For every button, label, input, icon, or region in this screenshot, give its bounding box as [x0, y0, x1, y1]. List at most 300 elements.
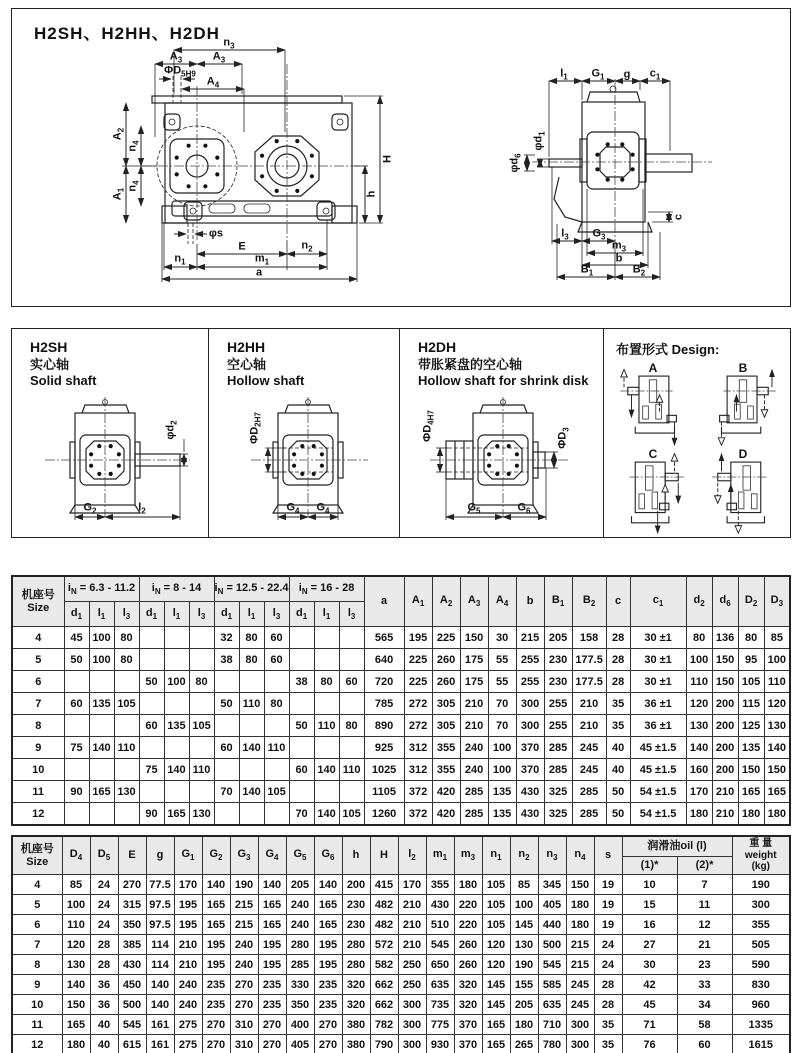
value-cell: 300: [566, 1035, 594, 1053]
value-cell: 200: [712, 759, 738, 781]
value-cell: [89, 715, 114, 737]
value-cell: [189, 627, 214, 649]
value-cell: 40: [90, 1035, 118, 1053]
value-cell: 60: [339, 671, 364, 693]
oil-value-cell: 27: [622, 935, 677, 955]
dim-column-header: $c_1$: [630, 576, 686, 627]
dim-column-header: $A_4$: [488, 576, 516, 627]
value-cell: 140: [62, 975, 90, 995]
value-cell: 97.5: [146, 895, 174, 915]
dim-m1: $m_1$: [254, 252, 270, 267]
value-cell: 55: [488, 671, 516, 693]
value-cell: 890: [364, 715, 404, 737]
value-cell: 140: [89, 737, 114, 759]
table-row: [12, 915, 790, 935]
value-cell: 240: [460, 759, 488, 781]
size-cell: 5: [12, 895, 62, 915]
value-cell: 220: [454, 915, 482, 935]
value-cell: 150: [738, 759, 764, 781]
value-cell: 430: [516, 781, 544, 803]
value-cell: 565: [364, 627, 404, 649]
design-option-b: [704, 363, 782, 449]
value-cell: 90: [139, 803, 164, 826]
value-cell: 105: [339, 803, 364, 826]
variant-code: H2HH: [227, 339, 266, 355]
value-cell: 585: [538, 975, 566, 995]
dim-column-header: h: [342, 836, 370, 875]
value-cell: 130: [686, 715, 712, 737]
value-cell: 100: [89, 627, 114, 649]
dim-b2: $B_2$: [632, 263, 646, 278]
ratio-group-header: $i_N = 12.5 - 22.4$: [214, 576, 289, 602]
value-cell: 230: [544, 671, 572, 693]
weight-cell: 960: [732, 995, 790, 1015]
value-cell: 30: [488, 627, 516, 649]
h2dh-svg: [418, 395, 593, 523]
value-cell: [139, 781, 164, 803]
value-cell: 80: [239, 627, 264, 649]
size-cell: 12: [12, 803, 64, 826]
value-cell: 500: [118, 995, 146, 1015]
value-cell: 215: [230, 895, 258, 915]
value-cell: 110: [314, 715, 339, 737]
value-cell: 135: [738, 737, 764, 759]
value-cell: 105: [482, 895, 510, 915]
oil-value-cell: 60: [677, 1035, 732, 1053]
value-cell: 635: [426, 975, 454, 995]
value-cell: 100: [62, 895, 90, 915]
dim-g4: $G_4$: [286, 501, 300, 516]
size-cell: 7: [12, 693, 64, 715]
size-cell: 6: [12, 671, 64, 693]
value-cell: 300: [566, 1015, 594, 1035]
value-cell: 370: [516, 737, 544, 759]
table-row: [12, 803, 790, 826]
weight-cell: 300: [732, 895, 790, 915]
size-cell: 11: [12, 1015, 62, 1035]
dim-column-header: $n_3$: [538, 836, 566, 875]
value-cell: 135: [164, 715, 189, 737]
value-cell: 255: [544, 715, 572, 737]
h2sh-svg: [20, 395, 195, 523]
value-cell: 180: [510, 1015, 538, 1035]
value-cell: 80: [686, 627, 712, 649]
sub-column-header: $d_1$: [139, 602, 164, 627]
value-cell: 270: [202, 1035, 230, 1053]
value-cell: 80: [189, 671, 214, 693]
value-cell: 40: [606, 737, 630, 759]
value-cell: 320: [342, 995, 370, 1015]
value-cell: 320: [454, 975, 482, 995]
value-cell: [114, 759, 139, 781]
value-cell: 130: [114, 781, 139, 803]
value-cell: 370: [454, 1035, 482, 1053]
value-cell: 140: [146, 975, 174, 995]
value-cell: 195: [258, 935, 286, 955]
table-row: [12, 975, 790, 995]
dim-H: H: [381, 155, 394, 163]
value-cell: 140: [239, 781, 264, 803]
value-cell: [339, 627, 364, 649]
oil-value-cell: 16: [622, 915, 677, 935]
value-cell: 38: [289, 671, 314, 693]
value-cell: 572: [370, 935, 398, 955]
value-cell: 135: [89, 693, 114, 715]
value-cell: 370: [454, 1015, 482, 1035]
value-cell: 161: [146, 1035, 174, 1053]
value-cell: [89, 759, 114, 781]
weight-cell: 590: [732, 955, 790, 975]
value-cell: [264, 715, 289, 737]
value-cell: 60: [139, 715, 164, 737]
value-cell: 110: [239, 693, 264, 715]
value-cell: 270: [118, 875, 146, 895]
design-letter: C: [648, 447, 658, 461]
value-cell: [339, 737, 364, 759]
sub-column-header: $d_1$: [64, 602, 89, 627]
value-cell: 270: [314, 1015, 342, 1035]
value-cell: 320: [454, 995, 482, 1015]
value-cell: 215: [516, 627, 544, 649]
value-cell: 1260: [364, 803, 404, 826]
value-cell: 285: [572, 803, 606, 826]
weight-cell: 355: [732, 915, 790, 935]
value-cell: 720: [364, 671, 404, 693]
size-column-header: 机座号 Size: [12, 576, 64, 627]
value-cell: 662: [370, 975, 398, 995]
dim-column-header: c: [606, 576, 630, 627]
value-cell: 95: [738, 649, 764, 671]
dim-g2: $G_2$: [83, 501, 97, 516]
value-cell: 165: [314, 915, 342, 935]
dim-column-header: $A_2$: [432, 576, 460, 627]
value-cell: 255: [544, 693, 572, 715]
value-cell: 80: [738, 627, 764, 649]
oil-value-cell: 33: [677, 975, 732, 995]
design-b-icon: [704, 363, 782, 449]
value-cell: 105: [189, 715, 214, 737]
dim-n4: $n_4$: [126, 140, 141, 152]
value-cell: 430: [118, 955, 146, 975]
dim-n3: $n_3$: [223, 36, 235, 51]
table2-header-row: [12, 836, 790, 857]
value-cell: [164, 781, 189, 803]
value-cell: 355: [426, 875, 454, 895]
value-cell: 110: [264, 737, 289, 759]
size-cell: 11: [12, 781, 64, 803]
value-cell: [314, 627, 339, 649]
value-cell: 136: [712, 627, 738, 649]
table-row: [12, 627, 790, 649]
value-cell: 24: [90, 915, 118, 935]
sub-column-header: $d_1$: [289, 602, 314, 627]
value-cell: 114: [146, 955, 174, 975]
sub-column-header: $l_1$: [89, 602, 114, 627]
value-cell: 280: [286, 935, 314, 955]
value-cell: [64, 803, 89, 826]
value-cell: 24: [594, 955, 622, 975]
value-cell: 285: [544, 759, 572, 781]
dim-n2: $n_2$: [301, 239, 313, 254]
value-cell: 115: [738, 693, 764, 715]
value-cell: 240: [286, 895, 314, 915]
dim-g1: $G_1$: [591, 67, 605, 82]
value-cell: 70: [289, 803, 314, 826]
dim-a1: $A_1$: [111, 187, 126, 201]
value-cell: 312: [404, 759, 432, 781]
value-cell: 60: [264, 627, 289, 649]
value-cell: 240: [230, 955, 258, 975]
value-cell: 165: [202, 895, 230, 915]
value-cell: 225: [432, 627, 460, 649]
value-cell: 210: [572, 693, 606, 715]
value-cell: [314, 737, 339, 759]
value-cell: 930: [426, 1035, 454, 1053]
main-drawing-section: [11, 8, 791, 307]
value-cell: [189, 649, 214, 671]
value-cell: [139, 649, 164, 671]
value-cell: 245: [566, 975, 594, 995]
value-cell: 235: [202, 975, 230, 995]
value-cell: [139, 693, 164, 715]
dim-b: b: [615, 252, 623, 265]
value-cell: 190: [230, 875, 258, 895]
dim-a2: $A_2$: [111, 127, 126, 141]
value-cell: 24: [90, 875, 118, 895]
value-cell: 54 ±1.5: [630, 803, 686, 826]
value-cell: 190: [510, 955, 538, 975]
value-cell: 545: [426, 935, 454, 955]
value-cell: 272: [404, 693, 432, 715]
value-cell: 19: [594, 895, 622, 915]
value-cell: [164, 649, 189, 671]
variant-name-cn: 空心轴: [227, 356, 267, 372]
dim-column-header: g: [146, 836, 174, 875]
value-cell: [314, 649, 339, 671]
variant-section: [11, 328, 791, 538]
value-cell: 110: [62, 915, 90, 935]
value-cell: 36: [90, 995, 118, 1015]
value-cell: 100: [89, 649, 114, 671]
value-cell: 420: [432, 803, 460, 826]
value-cell: 165: [738, 781, 764, 803]
value-cell: 110: [189, 759, 214, 781]
value-cell: 215: [566, 955, 594, 975]
value-cell: 195: [174, 895, 202, 915]
dim-c: c: [672, 213, 685, 221]
ratio-group-header: $i_N = 8 - 14$: [139, 576, 214, 602]
sub-column-header: $l_1$: [164, 602, 189, 627]
value-cell: 45 ±1.5: [630, 737, 686, 759]
value-cell: 80: [114, 649, 139, 671]
value-cell: 100: [510, 895, 538, 915]
value-cell: 19: [594, 875, 622, 895]
h2dh-drawing: [418, 395, 593, 523]
value-cell: [89, 671, 114, 693]
sub-column-header: $l_3$: [114, 602, 139, 627]
value-cell: [239, 759, 264, 781]
dimension-table-1-wrap: [11, 575, 791, 826]
side-view-svg: [507, 68, 797, 299]
design-letter: B: [738, 361, 748, 375]
size-column-header: 机座号 Size: [12, 836, 62, 875]
value-cell: [139, 627, 164, 649]
page-title: H2SH、H2HH、H2DH: [34, 24, 220, 43]
value-cell: 662: [370, 995, 398, 1015]
dim-l1: $l_1$: [560, 67, 568, 82]
value-cell: 130: [189, 803, 214, 826]
dim-column-header: H: [370, 836, 398, 875]
value-cell: 55: [488, 649, 516, 671]
dim-d4h7: $\Phi D_{4H7}$: [421, 410, 436, 442]
value-cell: 405: [286, 1035, 314, 1053]
value-cell: 105: [264, 781, 289, 803]
value-cell: [114, 671, 139, 693]
design-grid: [614, 359, 784, 531]
front-view-svg: [112, 36, 397, 286]
variant-panel-h2hh: [208, 329, 399, 537]
value-cell: 165: [314, 895, 342, 915]
value-cell: [64, 759, 89, 781]
value-cell: 114: [146, 935, 174, 955]
value-cell: [264, 803, 289, 826]
value-cell: 110: [686, 671, 712, 693]
value-cell: 450: [118, 975, 146, 995]
value-cell: 385: [118, 935, 146, 955]
value-cell: 300: [516, 693, 544, 715]
value-cell: 345: [538, 875, 566, 895]
dim-column-header: $G_4$: [258, 836, 286, 875]
weight-cell: 1615: [732, 1035, 790, 1053]
value-cell: 110: [114, 737, 139, 759]
value-cell: 235: [314, 975, 342, 995]
size-cell: 6: [12, 915, 62, 935]
variant-code: H2DH: [418, 339, 457, 355]
dimension-table-1: [11, 575, 791, 826]
dim-column-header: $D_4$: [62, 836, 90, 875]
value-cell: [239, 671, 264, 693]
value-cell: 270: [230, 995, 258, 1015]
dim-g3: $G_3$: [592, 227, 606, 242]
value-cell: 195: [404, 627, 432, 649]
value-cell: 300: [516, 715, 544, 737]
value-cell: 1025: [364, 759, 404, 781]
dim-column-header: $D_5$: [90, 836, 118, 875]
value-cell: 260: [454, 935, 482, 955]
dim-g4: $G_4$: [316, 501, 330, 516]
value-cell: [164, 627, 189, 649]
dim-column-header: s: [594, 836, 622, 875]
value-cell: 210: [398, 915, 426, 935]
value-cell: 230: [544, 649, 572, 671]
value-cell: 195: [174, 915, 202, 935]
dim-b1: $B_1$: [580, 263, 594, 278]
value-cell: 325: [544, 803, 572, 826]
value-cell: 60: [264, 649, 289, 671]
dim-d5h9: $\Phi D_{5H9}$: [164, 64, 196, 79]
dim-column-header: $G_6$: [314, 836, 342, 875]
dim-column-header: $m_3$: [454, 836, 482, 875]
value-cell: 285: [572, 781, 606, 803]
value-cell: 315: [118, 895, 146, 915]
value-cell: 235: [258, 975, 286, 995]
value-cell: 305: [432, 715, 460, 737]
dim-column-header: $m_1$: [426, 836, 454, 875]
value-cell: 160: [686, 759, 712, 781]
value-cell: 210: [174, 955, 202, 975]
design-letter: D: [738, 447, 748, 461]
variant-name-en: Hollow shaft: [227, 372, 305, 388]
oil-sub-header: (2)*: [677, 857, 732, 875]
value-cell: 140: [164, 759, 189, 781]
value-cell: 272: [404, 715, 432, 737]
variant-name-cn: 实心轴: [30, 356, 70, 372]
value-cell: 30 ±1: [630, 671, 686, 693]
value-cell: 140: [239, 737, 264, 759]
table-row: [12, 1035, 790, 1053]
variant-code: H2SH: [30, 339, 68, 355]
value-cell: 310: [230, 1015, 258, 1035]
oil-value-cell: 34: [677, 995, 732, 1015]
value-cell: 200: [342, 875, 370, 895]
value-cell: 285: [460, 781, 488, 803]
value-cell: 110: [764, 671, 790, 693]
value-cell: 50: [606, 803, 630, 826]
value-cell: 255: [516, 671, 544, 693]
value-cell: 100: [164, 671, 189, 693]
value-cell: 28: [90, 935, 118, 955]
value-cell: 28: [606, 649, 630, 671]
dimension-table-2-wrap: [11, 835, 791, 1053]
value-cell: 280: [342, 935, 370, 955]
dim-column-header: $B_1$: [544, 576, 572, 627]
value-cell: 85: [510, 875, 538, 895]
dim-column-header: b: [516, 576, 544, 627]
dim-column-header: $n_1$: [482, 836, 510, 875]
value-cell: [239, 715, 264, 737]
value-cell: 155: [510, 975, 538, 995]
value-cell: 195: [202, 935, 230, 955]
table-row: [12, 671, 790, 693]
value-cell: 405: [538, 895, 566, 915]
value-cell: 80: [114, 627, 139, 649]
variant-panel-h2dh: [399, 329, 603, 537]
weight-cell: 505: [732, 935, 790, 955]
table-row: [12, 1015, 790, 1035]
value-cell: 275: [174, 1035, 202, 1053]
value-cell: 260: [432, 671, 460, 693]
oil-value-cell: 23: [677, 955, 732, 975]
dim-h: h: [365, 190, 378, 198]
value-cell: 265: [510, 1035, 538, 1053]
value-cell: 140: [314, 803, 339, 826]
value-cell: 615: [118, 1035, 146, 1053]
value-cell: 35: [606, 693, 630, 715]
value-cell: 545: [118, 1015, 146, 1035]
value-cell: 175: [460, 671, 488, 693]
table-row: [12, 995, 790, 1015]
value-cell: 135: [488, 781, 516, 803]
dim-column-header: a: [364, 576, 404, 627]
value-cell: 161: [146, 1015, 174, 1035]
dim-phis: φs: [209, 227, 223, 240]
sub-column-header: $d_1$: [214, 602, 239, 627]
value-cell: 430: [426, 895, 454, 915]
value-cell: 150: [62, 995, 90, 1015]
value-cell: 80: [339, 715, 364, 737]
value-cell: 150: [712, 671, 738, 693]
value-cell: 260: [454, 955, 482, 975]
